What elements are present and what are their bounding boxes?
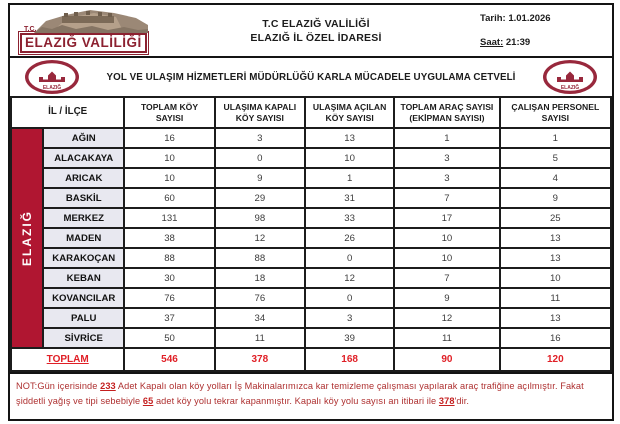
value-cell: 38	[124, 228, 214, 248]
header-titles	[170, 5, 462, 56]
total-value-cell: 90	[394, 348, 499, 371]
footer-note	[10, 372, 612, 413]
time-label: Saat:	[480, 37, 504, 48]
value-cell: 3	[305, 308, 394, 328]
date-row	[480, 13, 602, 24]
logo-tc-text: T.C.	[24, 26, 37, 33]
province-label-cell: ELAZIĞ	[11, 128, 43, 348]
total-value-cell: 168	[305, 348, 394, 371]
table-row	[11, 268, 611, 288]
seal-top-text: İL ÖZEL İDARESİ	[31, 66, 73, 78]
district-cell: SİVRİCE	[43, 328, 124, 348]
value-cell: 11	[500, 288, 611, 308]
table-row	[11, 308, 611, 328]
date-time-block	[462, 5, 612, 56]
report-page	[8, 3, 614, 421]
table-row	[11, 228, 611, 248]
value-cell: 3	[394, 148, 499, 168]
value-cell: 7	[394, 268, 499, 288]
district-cell: ALACAKAYA	[43, 148, 124, 168]
value-cell: 13	[305, 128, 394, 148]
value-cell: 3	[215, 128, 305, 148]
seal-bottom-text: ELAZIĞ	[42, 85, 62, 91]
district-cell: KARAKOÇAN	[43, 248, 124, 268]
time-value: 21:39	[505, 37, 531, 48]
value-cell: 10	[124, 148, 214, 168]
il-ozel-idaresi-seal-right	[542, 59, 598, 95]
note-text: NOT:Gün içerisinde	[16, 381, 101, 391]
value-cell: 12	[305, 268, 394, 288]
value-cell: 4	[500, 168, 611, 188]
col-header-toplam-arac: TOPLAM ARAÇ SAYISI (EKİPMAN SAYISI)	[394, 97, 499, 128]
time-row	[480, 37, 602, 48]
col-header-toplam-koy: TOPLAM KÖY SAYISI	[124, 97, 214, 128]
value-cell: 9	[500, 188, 611, 208]
value-cell: 30	[124, 268, 214, 288]
table-row	[11, 128, 611, 148]
seal-bottom-text: ELAZIĞ	[560, 85, 580, 91]
table-row	[11, 188, 611, 208]
value-cell: 11	[394, 328, 499, 348]
value-cell: 29	[215, 188, 305, 208]
value-cell: 12	[215, 228, 305, 248]
value-cell: 131	[124, 208, 214, 228]
value-cell: 37	[124, 308, 214, 328]
value-cell: 5	[500, 148, 611, 168]
value-cell: 1	[500, 128, 611, 148]
col-header-calisan-personel: ÇALIŞAN PERSONEL SAYISI	[500, 97, 611, 128]
value-cell: 1	[305, 168, 394, 188]
value-cell: 10	[394, 228, 499, 248]
date-label: Tarih:	[480, 13, 506, 24]
district-cell: ARICAK	[43, 168, 124, 188]
table-header-row	[11, 97, 611, 128]
district-cell: KOVANCILAR	[43, 288, 124, 308]
district-cell: AĞIN	[43, 128, 124, 148]
value-cell: 50	[124, 328, 214, 348]
value-cell: 10	[394, 248, 499, 268]
table-row	[11, 168, 611, 188]
district-cell: BASKİL	[43, 188, 124, 208]
total-row	[11, 348, 611, 371]
note-text: adet köy yolu tekrar kapanmıştır. Kapalı köy yolu sayısı an itibari ile	[153, 396, 439, 407]
table-row	[11, 248, 611, 268]
karla-mucadele-table	[10, 96, 612, 372]
value-cell: 0	[305, 288, 394, 308]
elazig-valiligi-logo	[10, 5, 170, 56]
value-cell: 7	[394, 188, 499, 208]
table-row	[11, 148, 611, 168]
value-cell: 13	[500, 228, 611, 248]
value-cell: 26	[305, 228, 394, 248]
value-cell: 13	[500, 308, 611, 328]
value-cell: 9	[215, 168, 305, 188]
table-row	[11, 328, 611, 348]
total-value-cell: 546	[124, 348, 214, 371]
value-cell: 12	[394, 308, 499, 328]
value-cell: 10	[124, 168, 214, 188]
value-cell: 3	[394, 168, 499, 188]
castle-photo-icon	[32, 7, 150, 33]
value-cell: 0	[305, 248, 394, 268]
value-cell: 11	[215, 328, 305, 348]
value-cell: 18	[215, 268, 305, 288]
table-row	[11, 208, 611, 228]
note-number-current-closed: 378	[438, 396, 455, 407]
total-label-cell: TOPLAM	[11, 348, 124, 371]
col-header-ulasima-kapali: ULAŞIMA KAPALI KÖY SAYISI	[215, 97, 305, 128]
value-cell: 60	[124, 188, 214, 208]
value-cell: 88	[215, 248, 305, 268]
value-cell: 16	[500, 328, 611, 348]
document-header	[10, 5, 612, 58]
value-cell: 0	[215, 148, 305, 168]
value-cell: 10	[305, 148, 394, 168]
band-title: YOL VE ULAŞIM HİZMETLERİ MÜDÜRLÜĞÜ KARLA MÜCADELE UYGULAMA CETVELİ	[106, 71, 516, 83]
note-text: Adet Kapalı olan köy yolları İş Makinalarımızca kar temizleme çalışması yapılarak araç trafiğine açılmıştır. Fakat şiddetli yağış ve tipi sebebiyle	[16, 381, 584, 407]
value-cell: 76	[215, 288, 305, 308]
note-text: 'dir.	[454, 396, 470, 407]
value-cell: 17	[394, 208, 499, 228]
logo-name-text: ELAZIĞ VALİLİĞİ	[20, 33, 147, 53]
district-cell: KEBAN	[43, 268, 124, 288]
col-header-ulasima-acilan: ULAŞIMA AÇILAN KÖY SAYISI	[305, 97, 394, 128]
value-cell: 13	[500, 248, 611, 268]
value-cell: 16	[124, 128, 214, 148]
district-cell: MADEN	[43, 228, 124, 248]
total-value-cell: 378	[215, 348, 305, 371]
table-row	[11, 288, 611, 308]
title-line-2: ELAZIĞ İL ÖZEL İDARESİ	[250, 31, 382, 44]
value-cell: 10	[500, 268, 611, 288]
il-ozel-idaresi-seal-left	[24, 59, 80, 95]
value-cell: 33	[305, 208, 394, 228]
note-number-opened: 233	[100, 381, 116, 391]
col-header-il-ilce: İL / İLÇE	[11, 97, 124, 128]
value-cell: 9	[394, 288, 499, 308]
value-cell: 39	[305, 328, 394, 348]
value-cell: 34	[215, 308, 305, 328]
value-cell: 31	[305, 188, 394, 208]
total-value-cell: 120	[500, 348, 611, 371]
date-value: 1.01.2026	[508, 13, 551, 24]
value-cell: 25	[500, 208, 611, 228]
value-cell: 1	[394, 128, 499, 148]
district-cell: MERKEZ	[43, 208, 124, 228]
district-cell: PALU	[43, 308, 124, 328]
value-cell: 98	[215, 208, 305, 228]
title-line-1: T.C ELAZIĞ VALİLİĞİ	[262, 17, 370, 30]
table-title-band	[10, 58, 612, 96]
value-cell: 76	[124, 288, 214, 308]
seal-top-text: İL ÖZEL İDARESİ	[549, 66, 591, 78]
value-cell: 88	[124, 248, 214, 268]
note-number-reclosed: 65	[142, 396, 154, 407]
